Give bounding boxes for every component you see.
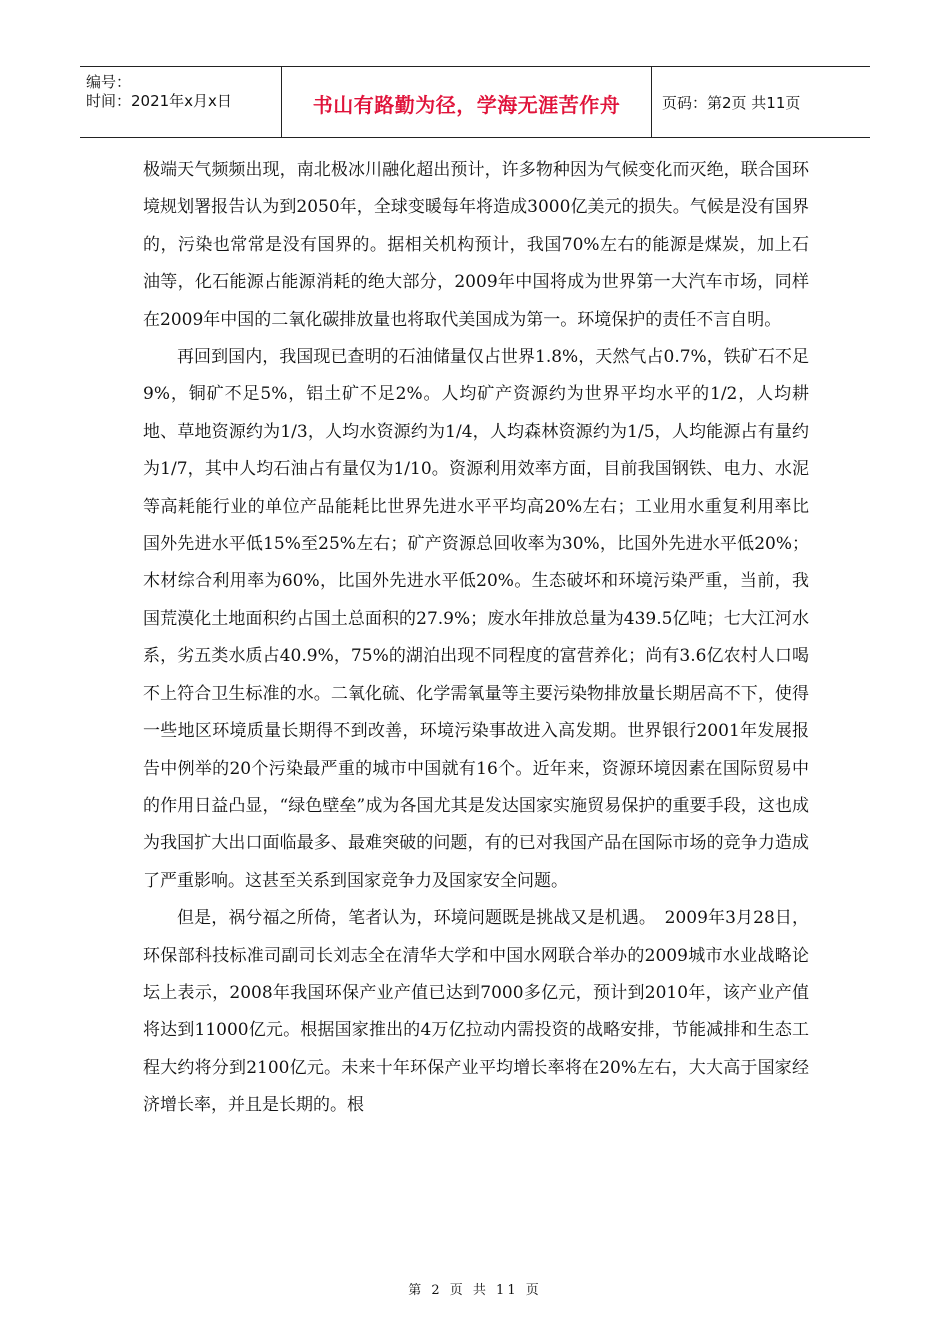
header-motto: 书山有路勤为径，学海无涯苦作舟 [312,92,621,117]
paragraph-opportunity: 但是，祸兮福之所倚，笔者认为，环境问题既是挑战又是机遇。 2009年3月28日，环保部科技标准司副司长刘志全在清华大学和中国水网联合举办的2009城市水业战略论坛上表示，2008年我国环保产业产值已达到7000多亿元，预计到2010年，该产业产值将达到11000亿元。根据国家推出的4万亿拉动内需投资的战略安排，节能减排和生态工程大约将分到2100亿元。未来十年环保产业平均增长率将在20%左右，大大高于国家经济增长率，并且是长期的。根 [143,908,809,1116]
header-motto-cell [282,67,652,137]
document-date: 时间：2021年x月x日 [86,92,232,110]
document-body [143,152,809,1125]
page-footer: 第 2 页 共 11 页 [408,1283,542,1298]
header-page-code: 页码：第2页 共11页 [662,93,801,112]
header-page-code-cell [652,67,870,137]
paragraph-continued: 极端天气频频出现，南北极冰川融化超出预计，许多物种因为气候变化而灭绝，联合国环境规划署报告认为到2050年，全球变暖每年将造成3000亿美元的损失。气候是没有国界的，污染也常常是没有国界的。据相关机构预计，我国70%左右的能源是煤炭，加上石油等，化石能源占能源消耗的绝大部分，2009年中国将成为世界第一大汽车市场，同样在2009年中国的二氧化碳排放量也将取代美国成为第一。环境保护的责任不言自明。 [143,160,809,330]
paragraph-domestic-resources: 再回到国内，我国现已查明的石油储量仅占世界1.8%，天然气占0.7%，铁矿石不足9%，铜矿不足5%，铝土矿不足2%。人均矿产资源约为世界平均水平的1/2，人均耕地、草地资源约为1/3，人均水资源约为1/4，人均森林资源约为1/5，人均能源占有量约为1/7，其中人均石油占有量仅为1/10。资源利用效率方面，目前我国钢铁、电力、水泥等高耗能行业的单位产品能耗比世界先进水平平均高20%左右；工业用水重复利用率比国外先进水平低15%至25%左右；矿产资源总回收率为30%，比国外先进水平低20%；木材综合利用率为60%，比国外先进水平低20%。生态破坏和环境污染严重，当前，我国荒漠化土地面积约占国土总面积的27.9%；废水年排放总量为439.5亿吨；七大江河水系，劣五类水质占40.9%，75%的湖泊出现不同程度的富营养化；尚有3.6亿农村人口喝不上符合卫生标准的水。二氧化硫、化学需氧量等主要污染物排放量长期居高不下，使得一些地区环境质量长期得不到改善，环境污染事故进入高发期。世界银行2001年发展报告中例举的20个污染最严重的城市中国就有16个。近年来，资源环境因素在国际贸易中的作用日益凸显，“绿色壁垒”成为各国尤其是发达国家实施贸易保护的重要手段，这也成为我国扩大出口面临最多、最难突破的问题，有的已对我国产品在国际市场的竞争力造成了严重影响。这甚至关系到国家竞争力及国家安全问题。 [143,347,809,891]
header-meta [80,67,282,137]
document-number-label: 编号： [86,73,132,91]
page-header [80,66,870,138]
